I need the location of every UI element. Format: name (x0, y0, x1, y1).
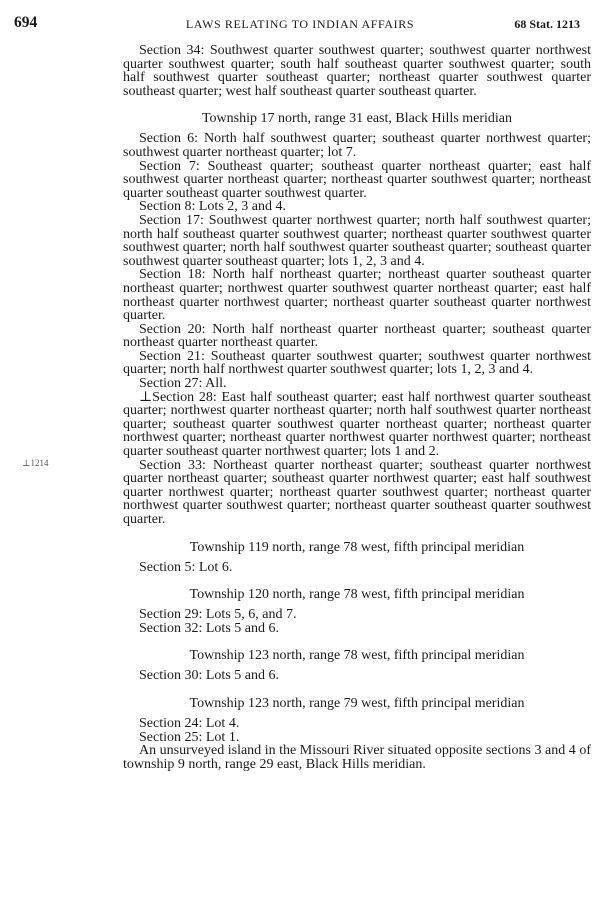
running-head: LAWS RELATING TO INDIAN AFFAIRS (185, 17, 415, 31)
section-paragraph: Section 33: Northeast quarter northeast quarter; southeast quarter northwest quarter northeast quarter; southeast quarter northwest quarter; east half southwest quarter northwest quarter; northeast quarter southwest quarter; northeast quarter northwest quarter southwest quarter; northeast quarter southeast quarter southwest quarter. (123, 457, 591, 527)
section-paragraph: Section 24: Lot 4. (139, 715, 240, 731)
township-heading: Township 123 north, range 79 west, fifth principal meridian (189, 695, 525, 711)
section-paragraph: Section 5: Lot 6. (139, 559, 233, 575)
township-heading: Township 120 north, range 78 west, fifth principal meridian (189, 587, 525, 603)
section-paragraph: Section 6: North half southwest quarter; southeast quarter northwest quarter; southwest quarter northeast quarter; lot 7. (123, 131, 591, 160)
section-paragraph: Section 27: All. (139, 376, 227, 392)
document-body (123, 44, 591, 771)
section-paragraph: ⊥Section 28: East half southeast quarter; east half northwest quarter southeast quarter; northwest quarter northeast quarter; north half southwest quarter northeast quarter; southeast quarter southwest quarter northeast quarter; northeast quarter northwest quarter; northeast quarter northwest quarter northwest quarter; northeast quarter southeast quarter northwest quarter; lots 1 and 2. (123, 389, 591, 460)
township-heading: Township 17 north, range 31 east, Black Hills meridian (201, 111, 513, 127)
section-paragraph: Section 32: Lots 5 and 6. (139, 620, 279, 636)
section-paragraph: Section 34: Southwest quarter southwest quarter; southwest quarter northwest quarter southwest quarter; south half southeast quarter southwest quarter; south half southwest quarter southeast quarter; northeast quarter southwest quarter southeast quarter; west half southeast quarter southeast quarter. (123, 43, 591, 99)
section-paragraph: Section 20: North half northeast quarter northeast quarter; southeast quarter northeast quarter northeast quarter. (123, 321, 591, 351)
page-header (14, 14, 586, 34)
section-paragraph: Section 17: Southwest quarter northwest quarter; north half southwest quarter; north half southeast quarter southwest quarter; northeast quarter southwest quarter southwest quarter; north half southwest quarter southeast quarter; southeast quarter southwest quarter southeast quarter; lots 1, 2, 3 and 4. (123, 212, 591, 269)
section-paragraph: Section 30: Lots 5 and 6. (139, 668, 279, 684)
section-paragraph: Section 18: North half northeast quarter; northeast quarter southeast quarter northeast quarter; northwest quarter southwest quarter northeast quarter; east half northeast quarter northwest quarter; northeast quarter southeast quarter northwest quarter. (123, 267, 591, 324)
township-heading: Township 119 north, range 78 west, fifth principal meridian (189, 539, 525, 555)
page-number: 694 (14, 14, 38, 31)
margin-page-note: ⊥1214 (22, 458, 49, 468)
statute-reference: 68 Stat. 1213 (514, 17, 580, 31)
section-paragraph: Section 25: Lot 1. (139, 729, 240, 745)
section-paragraph: Section 29: Lots 5, 6, and 7. (139, 607, 297, 623)
section-paragraph: An unsurveyed island in the Missouri River situated opposite sections 3 and 4 of township 9 north, range 29 east, Black Hills meridian. (123, 743, 591, 772)
section-paragraph: Section 8: Lots 2, 3 and 4. (139, 199, 286, 215)
township-heading: Township 123 north, range 78 west, fifth principal meridian (189, 648, 525, 664)
section-paragraph: Section 21: Southeast quarter southwest quarter; southwest quarter northwest quarter; north half northwest quarter southwest quarter; lots 1, 2, 3 and 4. (123, 348, 591, 378)
section-paragraph: Section 7: Southeast quarter; southeast quarter northeast quarter; east half southwest quarter northeast quarter; northeast quarter southwest quarter; northeast quarter southeast quarter southwest quarter. (123, 158, 591, 201)
